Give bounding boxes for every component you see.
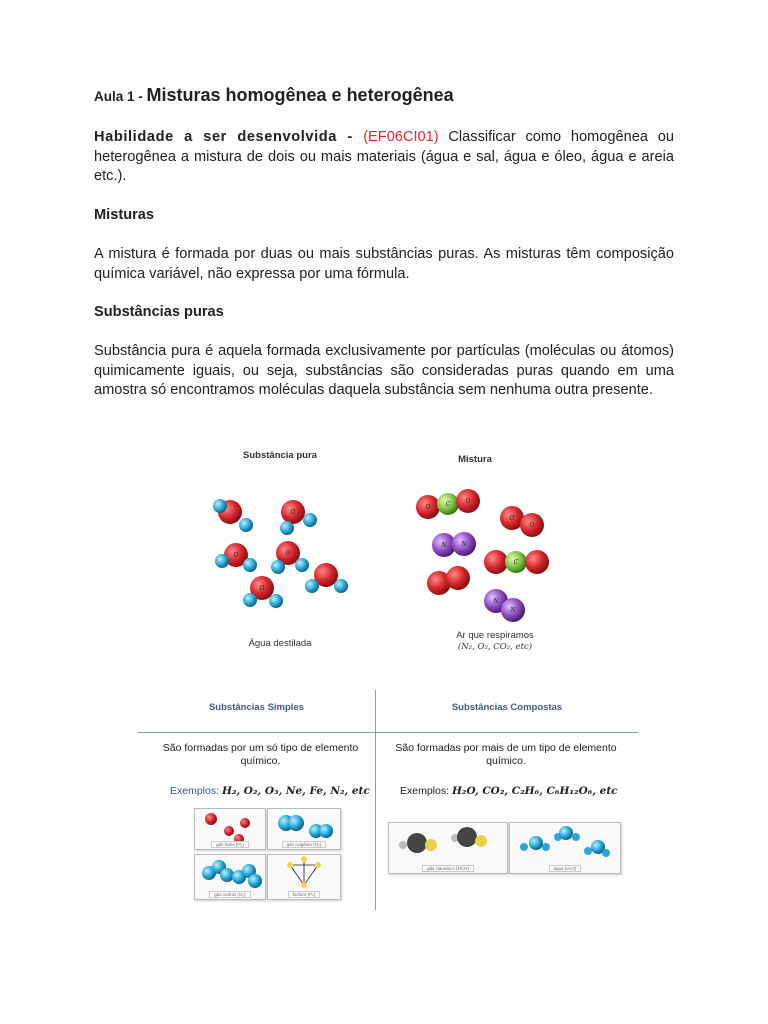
- atom-label: N: [510, 607, 516, 614]
- examples-formulas: H₂, O₂, O₃, Ne, Fe, N₂, etc: [221, 785, 370, 797]
- compound-substances-title: Substâncias Compostas: [451, 702, 563, 713]
- atom-label: O: [509, 515, 515, 522]
- mixture-caption: Ar que respiramos: [456, 630, 534, 641]
- paragraph-misturas: A mistura é formada por duas ou mais substâncias puras. As misturas têm composição química variável, não expressa por uma fórmula.: [94, 246, 674, 282]
- mixture-title: Mistura: [458, 454, 492, 465]
- water-molecule: [213, 499, 253, 532]
- atom-label: O: [233, 552, 239, 559]
- heading-substancias-puras: Substâncias puras: [94, 304, 224, 320]
- n2-molecule: [484, 589, 525, 622]
- atom-label: N: [493, 598, 499, 605]
- o2-molecule: [427, 566, 470, 595]
- atom-label: N: [441, 542, 447, 549]
- water-molecule: [280, 500, 317, 535]
- thumb-caption: gás hidro (H₂): [211, 841, 249, 848]
- atom-label: O: [529, 522, 535, 529]
- molecules-illustration: [190, 470, 580, 650]
- atom-label: O: [425, 504, 431, 511]
- desc-line: São formadas por mais de um tipo de elemento: [395, 742, 617, 754]
- header-divider: [138, 732, 638, 733]
- thumb-o2: [267, 808, 341, 850]
- atom-label: C: [513, 559, 519, 566]
- thumb-h2o: [509, 822, 621, 874]
- n2-molecule: [432, 532, 476, 557]
- desc-line: químico.: [240, 755, 281, 767]
- examples-label: Exemplos:: [170, 785, 220, 797]
- thumb-p4: [267, 854, 341, 900]
- o2-molecule: [500, 506, 544, 537]
- heading-misturas: Misturas: [94, 207, 155, 223]
- examples-label: Exemplos:: [400, 785, 450, 797]
- compound-substances-description: [378, 742, 634, 768]
- atom-label: O: [465, 498, 471, 505]
- thumb-caption: gás oxigênio (O₂): [282, 841, 327, 848]
- lesson-title-main: Misturas homogênea e heterogênea: [146, 85, 454, 105]
- atom-label: O: [259, 585, 265, 592]
- lesson-number: Aula 1 -: [94, 89, 147, 104]
- thumb-caption: água (H₂O): [549, 865, 582, 872]
- atom-label: C: [445, 501, 451, 508]
- figure-pure-vs-mixture: [190, 440, 580, 660]
- thumb-caption: gás cianídrico (HCN): [422, 865, 474, 872]
- paragraph-substancias-puras: Substância pura é aquela formada exclusivamente por partículas (moléculas ou átomos) quimicamente iguais, ou seja, substâncias são consideradas puras quando em uma amostra só encontramos moléculas daquela substância sem nenhuma outra presente.: [94, 343, 674, 398]
- figure-simple-vs-compound: [138, 690, 638, 912]
- simple-examples: [170, 785, 370, 797]
- atom-label: O: [290, 509, 296, 516]
- pure-substance-caption: Água destilada: [248, 638, 312, 649]
- lesson-title: [94, 86, 674, 108]
- thumb-o3: [194, 854, 266, 900]
- examples-formulas: H₂O, CO₂, C₂H₆, C₆H₁₂O₆, etc: [451, 785, 618, 797]
- water-molecule: [305, 563, 348, 593]
- desc-line: São formadas por um só tipo de elemento: [162, 742, 359, 754]
- thumb-caption: gás ozônio (O₃): [209, 891, 250, 898]
- skill-text: Classificar como homogênea ou heterogênea a mistura de dois ou mais materiais (água e sal, água e óleo, água e areia etc.).: [94, 129, 675, 184]
- skill-label: Habilidade a ser desenvolvida -: [94, 129, 364, 145]
- simple-substances-description: [148, 742, 373, 768]
- mixture-caption-formula: (N₂, O₂, CO₂, etc): [457, 642, 533, 652]
- column-divider: [375, 690, 376, 910]
- skill-code: (EF06CI01): [363, 129, 439, 145]
- water-molecule: [271, 541, 309, 574]
- atom-label: O: [285, 550, 291, 557]
- thumb-h2: [194, 808, 266, 850]
- skill-paragraph: [94, 128, 674, 187]
- atom-label: N: [461, 541, 467, 548]
- water-molecule: [243, 576, 283, 608]
- compound-examples: [400, 785, 618, 797]
- desc-line: químico.: [486, 755, 526, 767]
- thumb-caption: fósforo (P₄): [288, 891, 321, 898]
- pure-substance-title: Substância pura: [243, 450, 317, 461]
- simple-substances-title: Substâncias Simples: [208, 702, 305, 713]
- thumb-hcn: [388, 822, 508, 874]
